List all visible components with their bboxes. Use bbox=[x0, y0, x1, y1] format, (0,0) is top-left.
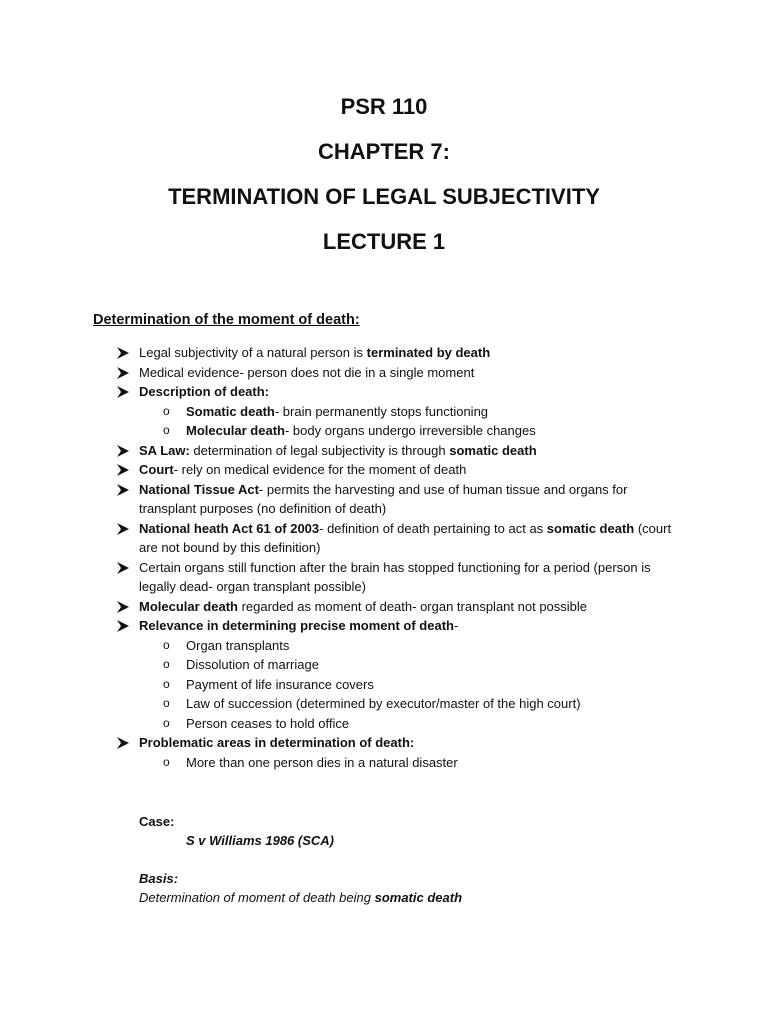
sub-list-item bbox=[0, 714, 768, 734]
item-text: Legal subjectivity of a natural person is bbox=[139, 345, 367, 360]
arrow-bullet-icon bbox=[116, 616, 129, 632]
basis-text-prefix: Determination of moment of death being bbox=[139, 890, 375, 905]
circle-bullet: o bbox=[163, 423, 170, 437]
list-item bbox=[0, 597, 768, 617]
item-text: National Tissue Act bbox=[139, 481, 259, 497]
item-text: - bbox=[453, 618, 459, 633]
arrow-bullet-icon bbox=[116, 441, 129, 457]
sub-list-item bbox=[0, 675, 768, 695]
item-text: SA Law: bbox=[139, 442, 190, 458]
item-text: - permits the harvesting and use of human tissue and organs for transplant purposes (no definition of death) bbox=[139, 481, 628, 516]
arrow-bullet-icon bbox=[116, 460, 129, 476]
circle-bullet: o bbox=[163, 696, 170, 710]
sub-list-item bbox=[0, 694, 768, 714]
item-text: - brain permanently stops functioning bbox=[274, 403, 489, 419]
bullet-list bbox=[0, 343, 768, 772]
sub-list-item bbox=[0, 636, 768, 656]
item-text: Person ceases to hold office bbox=[186, 715, 350, 731]
list-item bbox=[0, 363, 768, 383]
sub-list-item bbox=[0, 402, 768, 422]
list-item bbox=[0, 480, 768, 519]
item-text: Medical evidence- person does not die in a single moment bbox=[139, 364, 475, 380]
circle-bullet: o bbox=[163, 657, 170, 671]
arrow-bullet-icon bbox=[116, 363, 129, 379]
item-text: regarded as moment of death- organ transplant not possible bbox=[237, 598, 588, 614]
arrow-bullet-icon bbox=[116, 597, 129, 613]
arrow-bullet-icon bbox=[116, 558, 129, 574]
item-text: terminated by death bbox=[366, 345, 491, 360]
item-text: More than one person dies in a natural disaster bbox=[186, 754, 458, 770]
chapter-title: TERMINATION OF LEGAL SUBJECTIVITY bbox=[168, 184, 600, 209]
item-text: Description of death: bbox=[139, 384, 270, 399]
document-title-block bbox=[0, 84, 768, 264]
basis-text bbox=[139, 888, 462, 908]
item-text: determination of legal subjectivity is through bbox=[189, 442, 450, 458]
item-text: Organ transplants bbox=[186, 637, 290, 653]
lecture-number: LECTURE 1 bbox=[322, 229, 446, 254]
arrow-bullet-icon bbox=[116, 343, 129, 359]
item-text: - body organs undergo irreversible changes bbox=[284, 423, 536, 438]
item-text: National heath Act 61 of 2003 bbox=[139, 520, 320, 536]
circle-bullet: o bbox=[163, 715, 170, 730]
item-text: (court are not bound by this definition) bbox=[139, 520, 672, 555]
list-item bbox=[0, 382, 768, 402]
arrow-bullet-icon bbox=[116, 382, 129, 398]
circle-bullet: o bbox=[163, 754, 170, 769]
list-item bbox=[0, 441, 768, 461]
list-item bbox=[0, 558, 768, 597]
case-name: S v Williams 1986 (SCA) bbox=[186, 833, 334, 848]
sub-list-item bbox=[0, 753, 768, 773]
item-text: Problematic areas in determination of death: bbox=[139, 735, 415, 750]
item-text: - rely on medical evidence for the moment of death bbox=[173, 462, 467, 477]
list-item bbox=[0, 460, 768, 480]
item-text: Molecular death bbox=[139, 598, 238, 614]
item-text: Certain organs still function after the brain has stopped functioning for a period (person is legally dead- organ transplant possible) bbox=[139, 559, 651, 594]
item-text: somatic death bbox=[449, 442, 537, 458]
list-item bbox=[0, 343, 768, 363]
circle-bullet: o bbox=[163, 676, 170, 691]
item-text: Law of succession (determined by executor/master of the high court) bbox=[186, 696, 581, 711]
chapter-number: CHAPTER 7: bbox=[317, 139, 450, 164]
sub-list-item bbox=[0, 655, 768, 675]
item-text: Dissolution of marriage bbox=[186, 657, 319, 672]
arrow-bullet-icon bbox=[116, 480, 129, 496]
item-text: Payment of life insurance covers bbox=[186, 676, 374, 692]
section-heading: Determination of the moment of death: bbox=[93, 312, 360, 328]
basis-text-bold: somatic death bbox=[374, 890, 463, 905]
item-text: Molecular death bbox=[186, 423, 285, 438]
circle-bullet: o bbox=[163, 403, 170, 418]
item-text: Court bbox=[139, 462, 174, 477]
arrow-bullet-icon bbox=[116, 733, 129, 749]
item-text: Somatic death bbox=[186, 403, 275, 419]
list-item bbox=[0, 733, 768, 753]
course-code: PSR 110 bbox=[340, 94, 428, 119]
case-label: Case: bbox=[139, 814, 175, 829]
basis-label: Basis: bbox=[139, 871, 179, 886]
circle-bullet: o bbox=[163, 637, 170, 652]
list-item bbox=[0, 616, 768, 636]
arrow-bullet-icon bbox=[116, 519, 129, 535]
sub-list-item bbox=[0, 421, 768, 441]
item-text: Relevance in determining precise moment of death bbox=[139, 618, 454, 633]
list-item bbox=[0, 519, 768, 558]
item-text: somatic death bbox=[546, 520, 635, 536]
item-text: - definition of death pertaining to act as bbox=[319, 520, 547, 536]
